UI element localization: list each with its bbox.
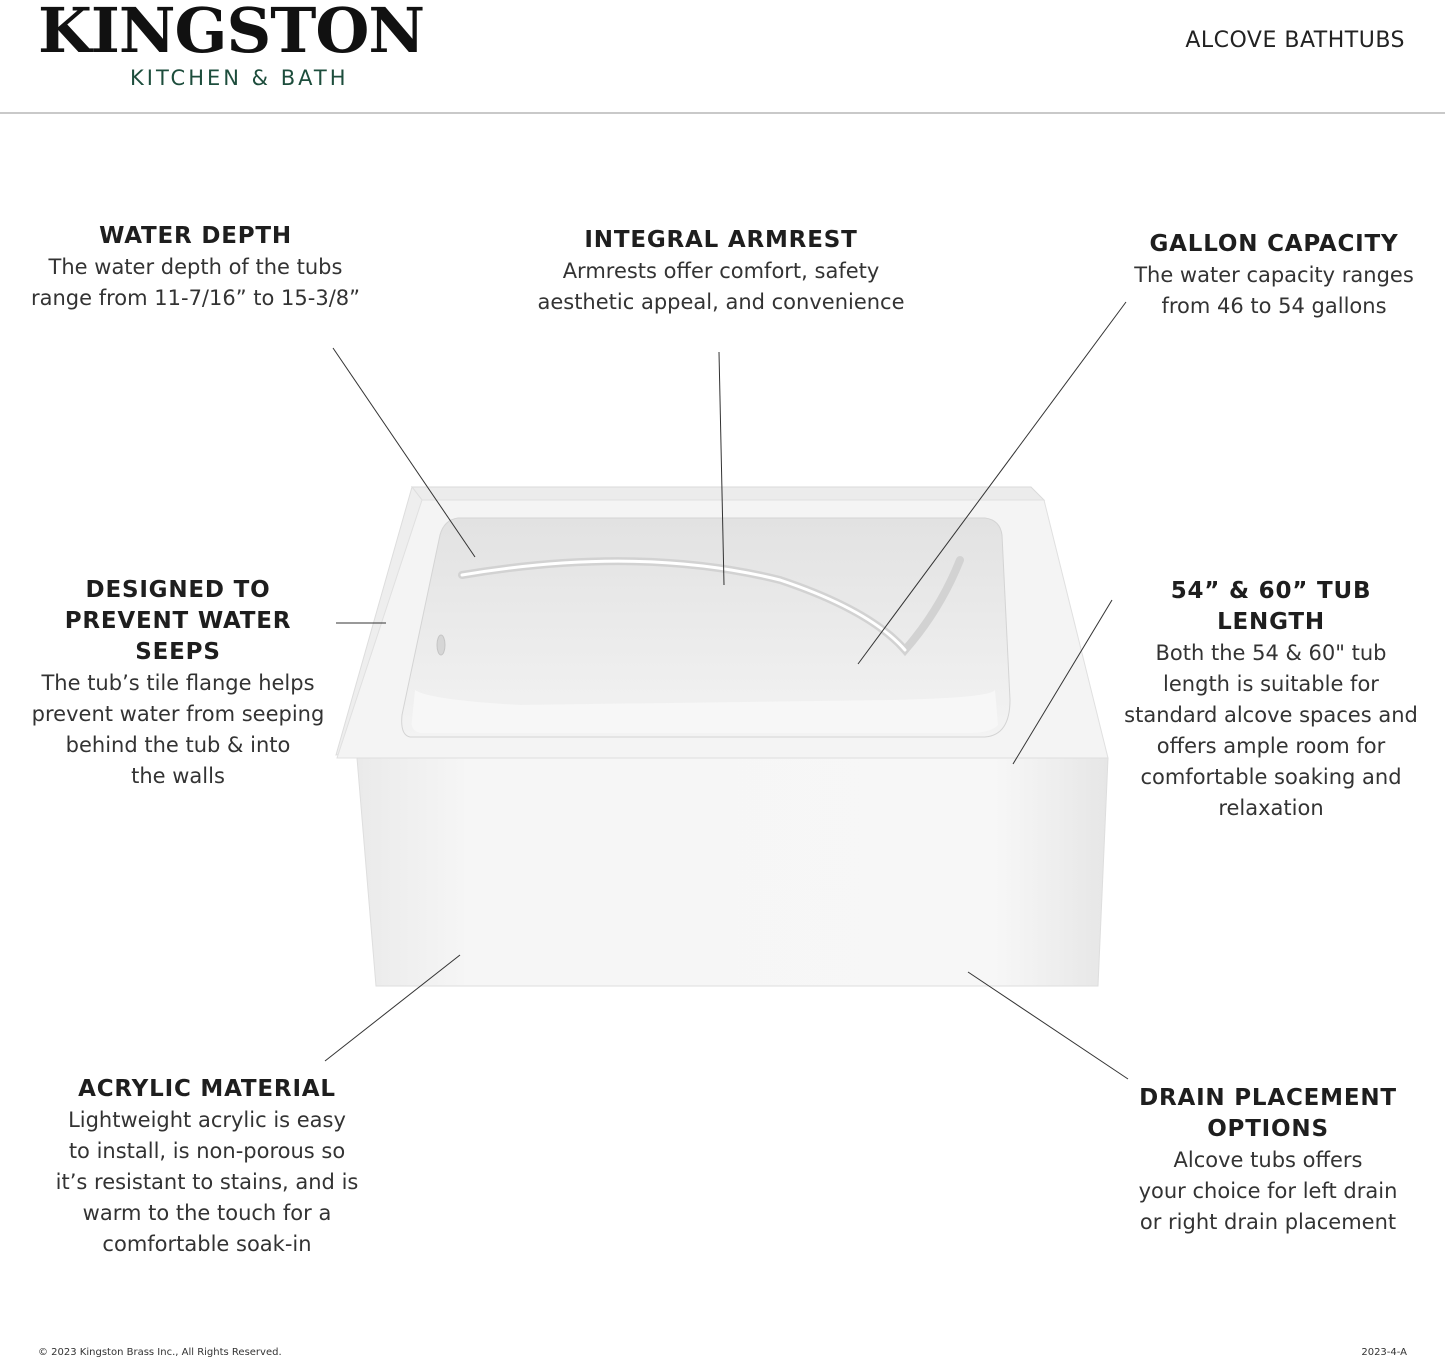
document-code: 2023-4-A <box>1361 1347 1407 1358</box>
feature-prevent-water-seeps <box>20 575 336 792</box>
leader-drain <box>968 972 1128 1079</box>
feature-title: DRAIN PLACEMENT OPTIONS <box>1139 1085 1397 1142</box>
feature-title: INTEGRAL ARMREST <box>584 227 858 253</box>
feature-integral-armrest <box>535 225 907 318</box>
tile-flange <box>412 487 1044 500</box>
feature-title: 54” & 60” TUB LENGTH <box>1170 578 1372 635</box>
tub-apron <box>357 758 1108 986</box>
copyright-notice: © 2023 Kingston Brass Inc., All Rights Reserved. <box>38 1347 282 1358</box>
drain-icon <box>437 635 445 655</box>
feature-title: GALLON CAPACITY <box>1149 231 1399 257</box>
feature-gallon-capacity <box>1124 229 1424 322</box>
feature-description: The water capacity ranges from 46 to 54 gallons <box>1134 263 1414 318</box>
feature-description: Armrests offer comfort, safety aesthetic appeal, and convenience <box>537 259 905 314</box>
category-title: ALCOVE BATHTUBS <box>1185 28 1405 53</box>
feature-title: WATER DEPTH <box>99 223 292 249</box>
feature-tub-length <box>1118 576 1424 824</box>
feature-title: ACRYLIC MATERIAL <box>78 1076 336 1102</box>
feature-description: The tub’s tile flange helps prevent water from seeping behind the tub & into the walls <box>31 671 325 788</box>
feature-acrylic-material <box>48 1074 366 1260</box>
feature-drain-placement <box>1118 1083 1418 1238</box>
feature-description: Both the 54 & 60" tub length is suitable for standard alcove spaces and offers ample room for comfortable soaking and relaxation <box>1124 641 1418 820</box>
brand-subtitle: KITCHEN & BATH <box>130 66 349 90</box>
brand-logo: KINGSTON <box>38 0 425 67</box>
feature-water-depth <box>28 221 363 314</box>
feature-description: Lightweight acrylic is easy to install, is non-porous so it’s resistant to stains, and is warm to the touch for a comfortable soak-in <box>55 1108 359 1256</box>
feature-description: Alcove tubs offers your choice for left drain or right drain placement <box>1138 1148 1398 1234</box>
feature-description: The water depth of the tubs range from 11-7/16” to 15-3/8” <box>30 255 361 310</box>
feature-title: DESIGNED TO PREVENT WATER SEEPS <box>64 577 292 665</box>
